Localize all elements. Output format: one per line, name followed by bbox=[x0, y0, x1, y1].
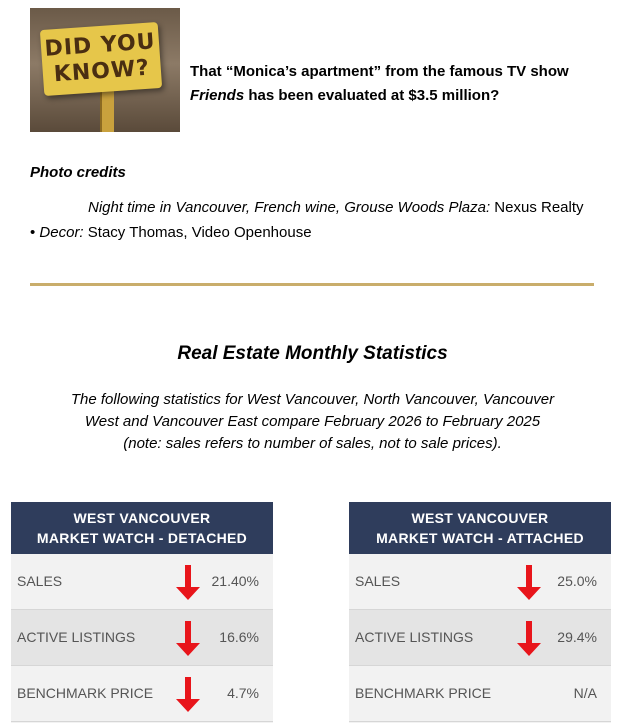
trend-down-arrow-icon bbox=[175, 675, 201, 713]
table-row bbox=[349, 666, 611, 722]
section-divider bbox=[30, 283, 594, 286]
stats-desc-line-2: West and Vancouver East compare February 2026 to February 2025 bbox=[84, 413, 541, 430]
fact-text-start: That “Monica’s apartment” from the famous TV show bbox=[190, 63, 569, 80]
photo-credits-line-2 bbox=[30, 224, 312, 241]
did-you-know-sign bbox=[40, 22, 162, 96]
row-label: SALES bbox=[17, 573, 63, 589]
row-label: ACTIVE LISTINGS bbox=[355, 629, 474, 645]
table-row bbox=[349, 554, 611, 610]
stats-title: Real Estate Monthly Statistics bbox=[177, 343, 448, 364]
row-label: SALES bbox=[355, 573, 401, 589]
row-label: BENCHMARK PRICE bbox=[355, 685, 492, 701]
table-title-line-1: WEST VANCOUVER bbox=[73, 510, 211, 526]
row-value: 4.7% bbox=[227, 685, 259, 701]
row-value: 16.6% bbox=[219, 629, 259, 645]
photo-credits-title: Photo credits bbox=[30, 164, 126, 181]
show-name: Friends bbox=[190, 87, 245, 104]
sign-line-2: KNOW? bbox=[53, 55, 151, 88]
table-row bbox=[349, 610, 611, 666]
trend-down-arrow-icon bbox=[175, 563, 201, 601]
credits-line-2-label: Decor: bbox=[39, 224, 84, 241]
sign-stick bbox=[100, 90, 114, 132]
market-watch-detached-table bbox=[11, 502, 273, 723]
stats-desc-line-3: (note: sales refers to number of sales, not to sale prices). bbox=[123, 435, 502, 452]
table-title-line-2: MARKET WATCH - ATTACHED bbox=[376, 530, 584, 546]
table-title-line-1: WEST VANCOUVER bbox=[411, 510, 549, 526]
table-header bbox=[11, 502, 273, 554]
row-label: BENCHMARK PRICE bbox=[17, 685, 154, 701]
credits-line-1-label: Night time in Vancouver, French wine, Grouse Woods Plaza: bbox=[88, 199, 491, 216]
trend-down-arrow-icon bbox=[175, 619, 201, 657]
row-value: 29.4% bbox=[557, 629, 597, 645]
trend-down-arrow-icon bbox=[516, 619, 542, 657]
stats-description bbox=[40, 389, 585, 455]
table-row bbox=[11, 554, 273, 610]
table-title-line-2: MARKET WATCH - DETACHED bbox=[36, 530, 248, 546]
did-you-know-image bbox=[30, 8, 180, 132]
market-watch-attached-table bbox=[349, 502, 611, 723]
stats-desc-line-1: The following statistics for West Vancouver, North Vancouver, Vancouver bbox=[70, 391, 555, 408]
trend-down-arrow-icon bbox=[516, 563, 542, 601]
row-value: 21.40% bbox=[211, 573, 259, 589]
row-value: 25.0% bbox=[557, 573, 597, 589]
photo-credits-line-1 bbox=[88, 199, 584, 216]
credits-line-1-name: Nexus Realty bbox=[490, 199, 584, 216]
table-row bbox=[11, 666, 273, 722]
table-header bbox=[349, 502, 611, 554]
sign-line-1: DID YOU bbox=[43, 29, 157, 62]
credits-line-2-name: Stacy Thomas, Video Openhouse bbox=[83, 224, 312, 241]
bullet: • bbox=[30, 224, 40, 241]
fact-text-end: has been evaluated at $3.5 million? bbox=[244, 87, 500, 104]
row-value: N/A bbox=[573, 685, 597, 701]
did-you-know-text bbox=[190, 60, 610, 108]
table-row bbox=[11, 610, 273, 666]
row-label: ACTIVE LISTINGS bbox=[17, 629, 136, 645]
